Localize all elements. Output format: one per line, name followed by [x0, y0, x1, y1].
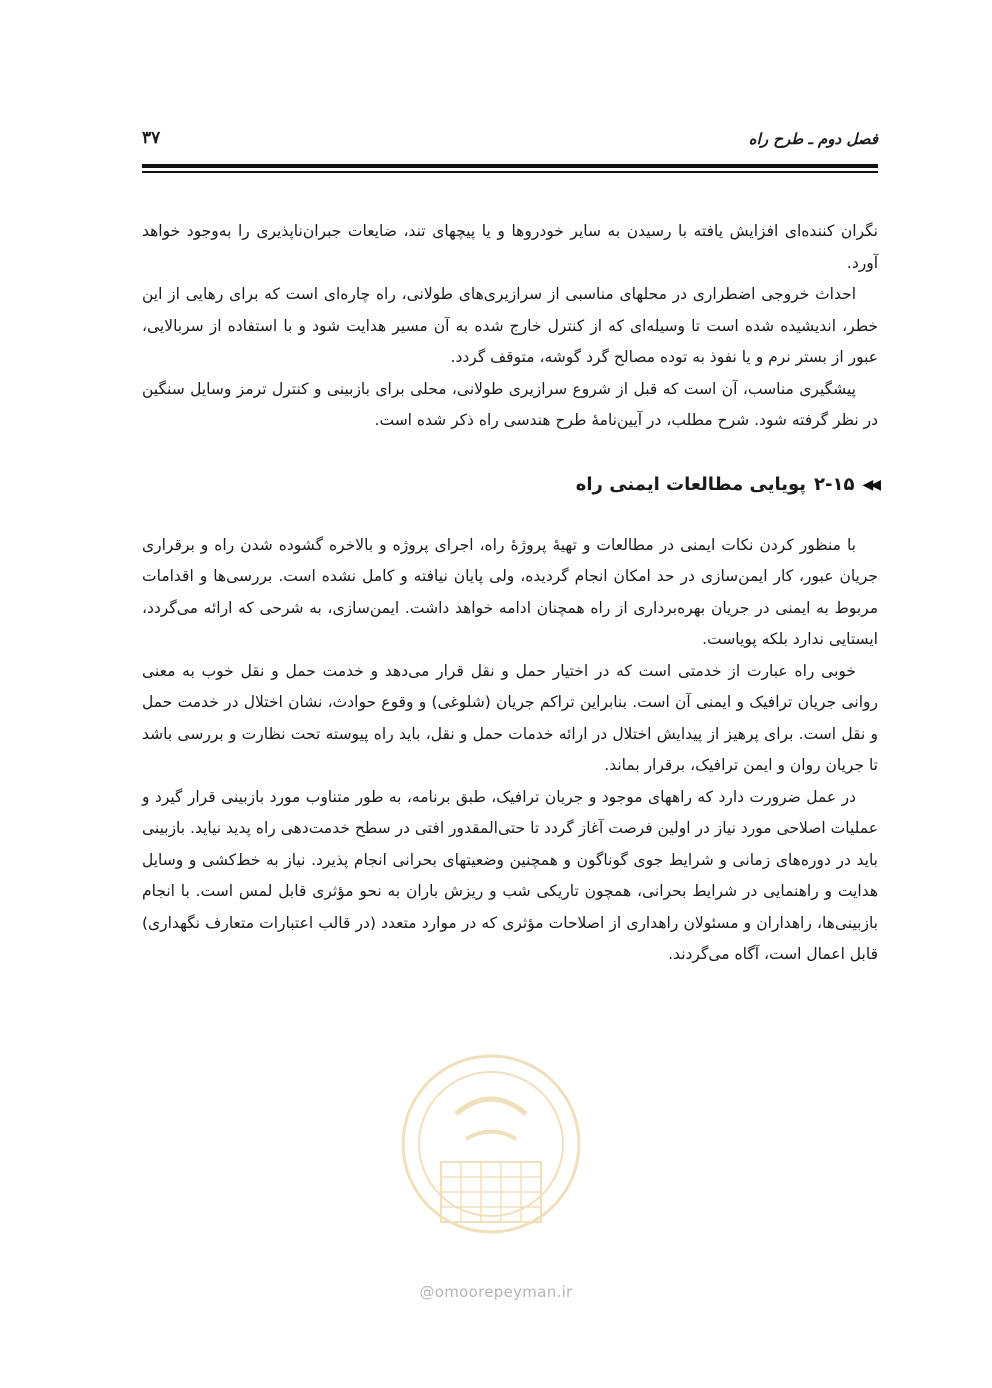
paragraph: خوبی راه عبارت از خدمتی است که در اختیار حمل و نقل قرار می‌دهد و خدمت حمل و نقل خوب به معنی روانی جریان ترافیک و ایمنی آن است. بنابراین تراکم جریان (شلوغی) و وقوع حوادث، نشان اختلال در خدمت حمل و نقل است. برای پرهیز از پیدایش اختلال در ارائه خدمات حمل و نقل، باید راه پیوسته تحت نظارت و بررسی باشد تا جریان روان و ایمن ترافیک، برقرار بماند. [142, 661, 878, 774]
paragraph: در عمل ضرورت دارد که راههای موجود و جریان ترافیک، طبق برنامه، به طور متناوب مورد بازبینی قرار گیرد و عملیات اصلاحی مورد نیاز در اولین فرصت آغاز گردد تا حتی‌المقدور افتی در سطح خدمت‌دهی راه پدید نیاید. بازبینی باید در دوره‌های زمانی و شرایط جوی گوناگون و همچنین وضعیتهای بحرانی انجام پذیرد. نیاز به خط‌کشی و وسایل هدایت و راهنمایی در شرایط بحرانی، همچون تاریکی شب و ریزش باران به نحو مؤثری قابل لمس است. با انجام بازبینی‌ها، راهداران و مسئولان راهداری از اصلاحات مؤثری که در موارد متعدد (در قالب اعتبارات متعارف نگهداری) قابل اعمال است، آگاه می‌گردند. [141, 787, 878, 963]
section-heading [142, 472, 878, 498]
page-number: ۳۷ [142, 128, 161, 148]
watermark-arc [456, 1099, 526, 1114]
page-header [142, 126, 878, 166]
chapter-title: فصل دوم ـ طرح راه [748, 130, 878, 148]
header-rule-thin [142, 171, 878, 173]
watermark-logo [386, 1044, 596, 1274]
header-rule-thick [142, 164, 878, 168]
watermark-ring-outer [403, 1056, 579, 1232]
paragraph: نگران کننده‌ای افزایش یافته با رسیدن به سایر خودروها و یا پیچهای تند، ضایعات جبران‌ناپذیری را به‌وجود خواهد آورد. [142, 222, 878, 272]
double-arrow-icon: ◀◀ [862, 476, 878, 493]
paragraph: پیشگیری مناسب، آن است که قبل از شروع سرازیری طولانی، محلی برای بازبینی و کنترل ترمز وسایل سنگین در نظر گرفته شود. شرح مطلب، در آیین‌نامهٔ طرح هندسی راه ذکر شده است. [142, 379, 878, 429]
paragraph: احداث خروجی اضطراری در محلهای مناسبی از سرازیری‌های طولانی، راه چاره‌ای است که برای رهایی از این خطر، اندیشیده شده است تا وسیله‌ای که از کنترل خارج شده به آن مسیر هدایت شود و با استفاده از سربالایی، عبور از بستر نرم و یا نفوذ به توده مصالح گرد گوشه، متوقف گردد. [142, 285, 878, 366]
section-number: ۲-۱۵ [814, 473, 855, 495]
body-text [142, 216, 878, 971]
paragraph: با منظور کردن نکات ایمنی در مطالعات و تهیهٔ پروژهٔ راه، اجرای پروژه و بالاخره گشوده شدن راه و برقراری جریان عبور، کار ایمن‌سازی در حد امکان انجام گردیده، ولی پایان نیافته و کامل نشده است. بررسی‌ها و اقدامات مربوط به ایمنی در جریان بهره‌برداری از راه همچنان ادامه خواهد داشت. ایمن‌سازی، به شرحی که ارائه می‌گردد، ایستایی ندارد بلکه پویاست. [142, 535, 878, 648]
watermark-site: @omoorepeyman.ir [419, 1283, 573, 1301]
section-title: پویایی مطالعات ایمنی راه [575, 473, 807, 495]
